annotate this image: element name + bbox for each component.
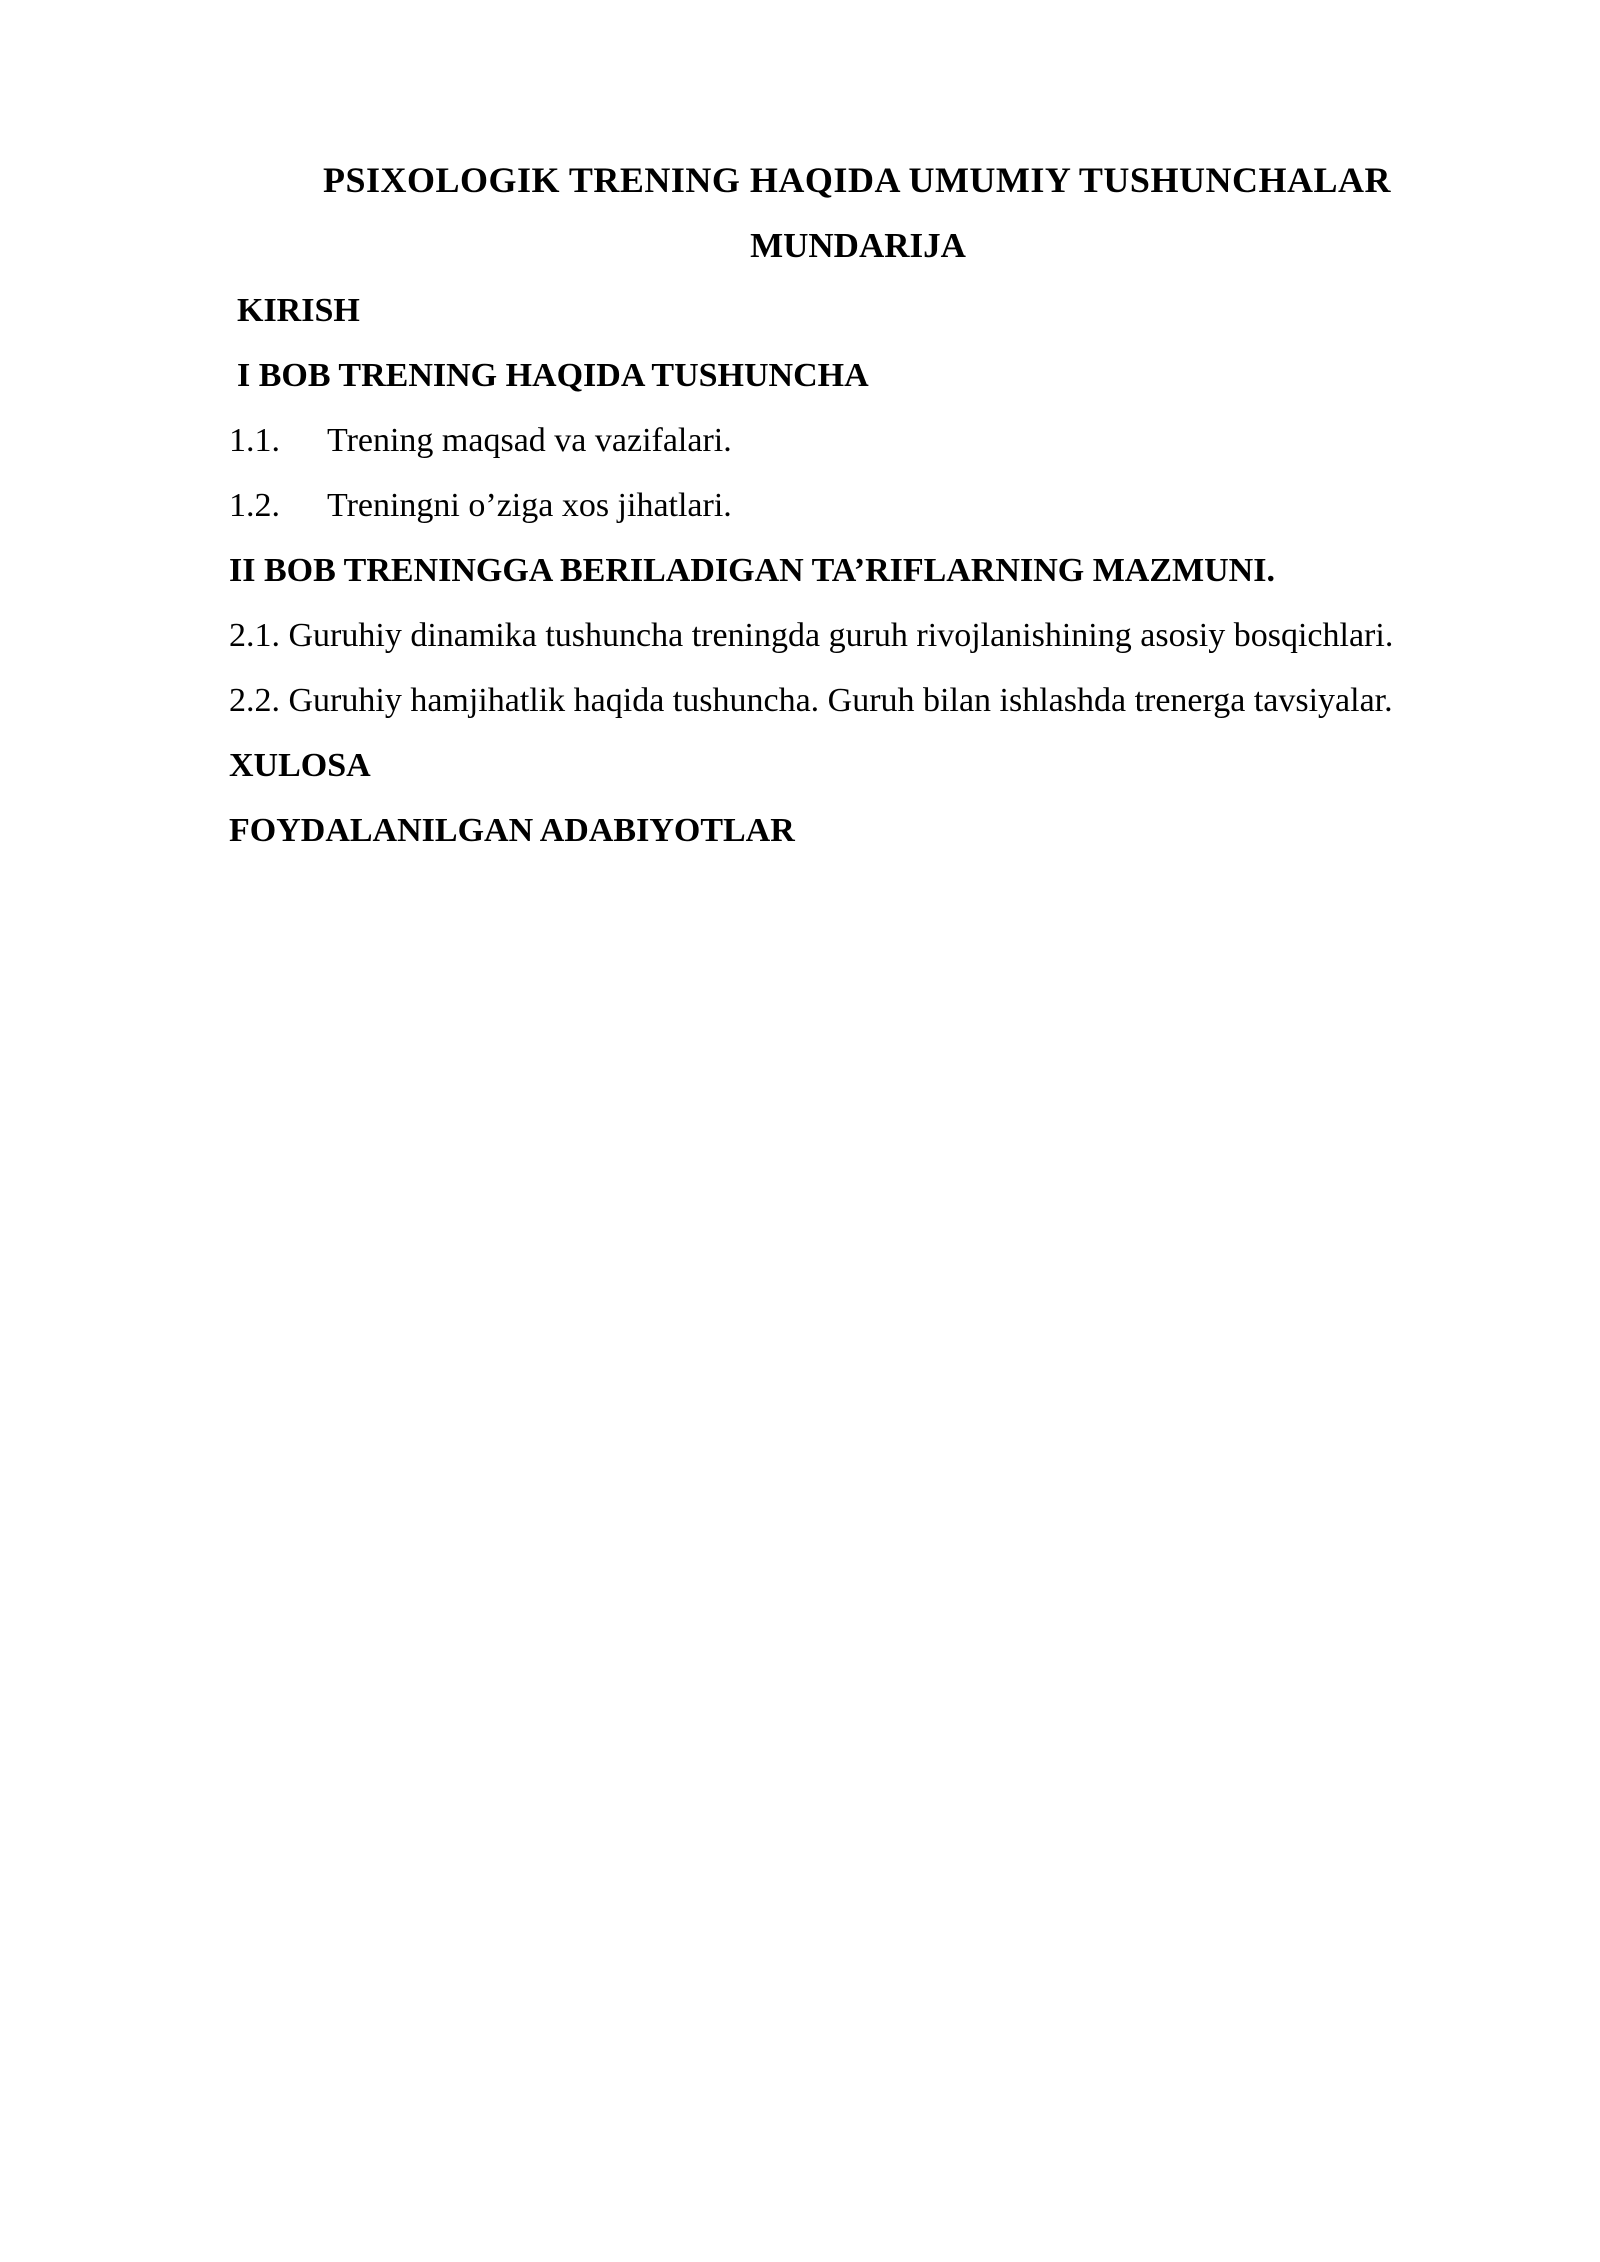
toc-item-2-1: 2.1. Guruhiy dinamika tushuncha treningda guruh rivojlanishining asosiy bosqichlari. bbox=[229, 617, 1394, 654]
toc-item-1-1 bbox=[229, 408, 1487, 473]
document-title: PSIXOLOGIK TRENING HAQIDA UMUMIY TUSHUNCHALAR bbox=[323, 160, 1391, 200]
toc-chapter-2: II BOB TRENINGGA BERILADIGAN TA’RIFLARNING MAZMUNI. bbox=[229, 552, 1275, 589]
toc-conclusion: XULOSA bbox=[229, 747, 371, 784]
toc-item-1-2 bbox=[229, 473, 1487, 538]
toc-item-text: Treningni o’ziga xos jihatlari. bbox=[327, 487, 732, 524]
toc-item-number: 1.2. bbox=[229, 487, 280, 524]
toc-item-number: 1.1. bbox=[229, 422, 280, 459]
table-of-contents-heading: MUNDARIJA bbox=[750, 226, 966, 265]
toc-intro: KIRISH bbox=[237, 292, 360, 329]
toc-references: FOYDALANILGAN ADABIYOTLAR bbox=[229, 812, 795, 849]
toc-item-2-2: 2.2. Guruhiy hamjihatlik haqida tushuncha. Guruh bilan ishlashda trenerga tavsiyalar. bbox=[229, 682, 1393, 719]
page-content bbox=[229, 148, 1487, 863]
toc-chapter-1: I BOB TRENING HAQIDA TUSHUNCHA bbox=[237, 357, 869, 394]
toc-item-text: Trening maqsad va vazifalari. bbox=[327, 422, 732, 459]
